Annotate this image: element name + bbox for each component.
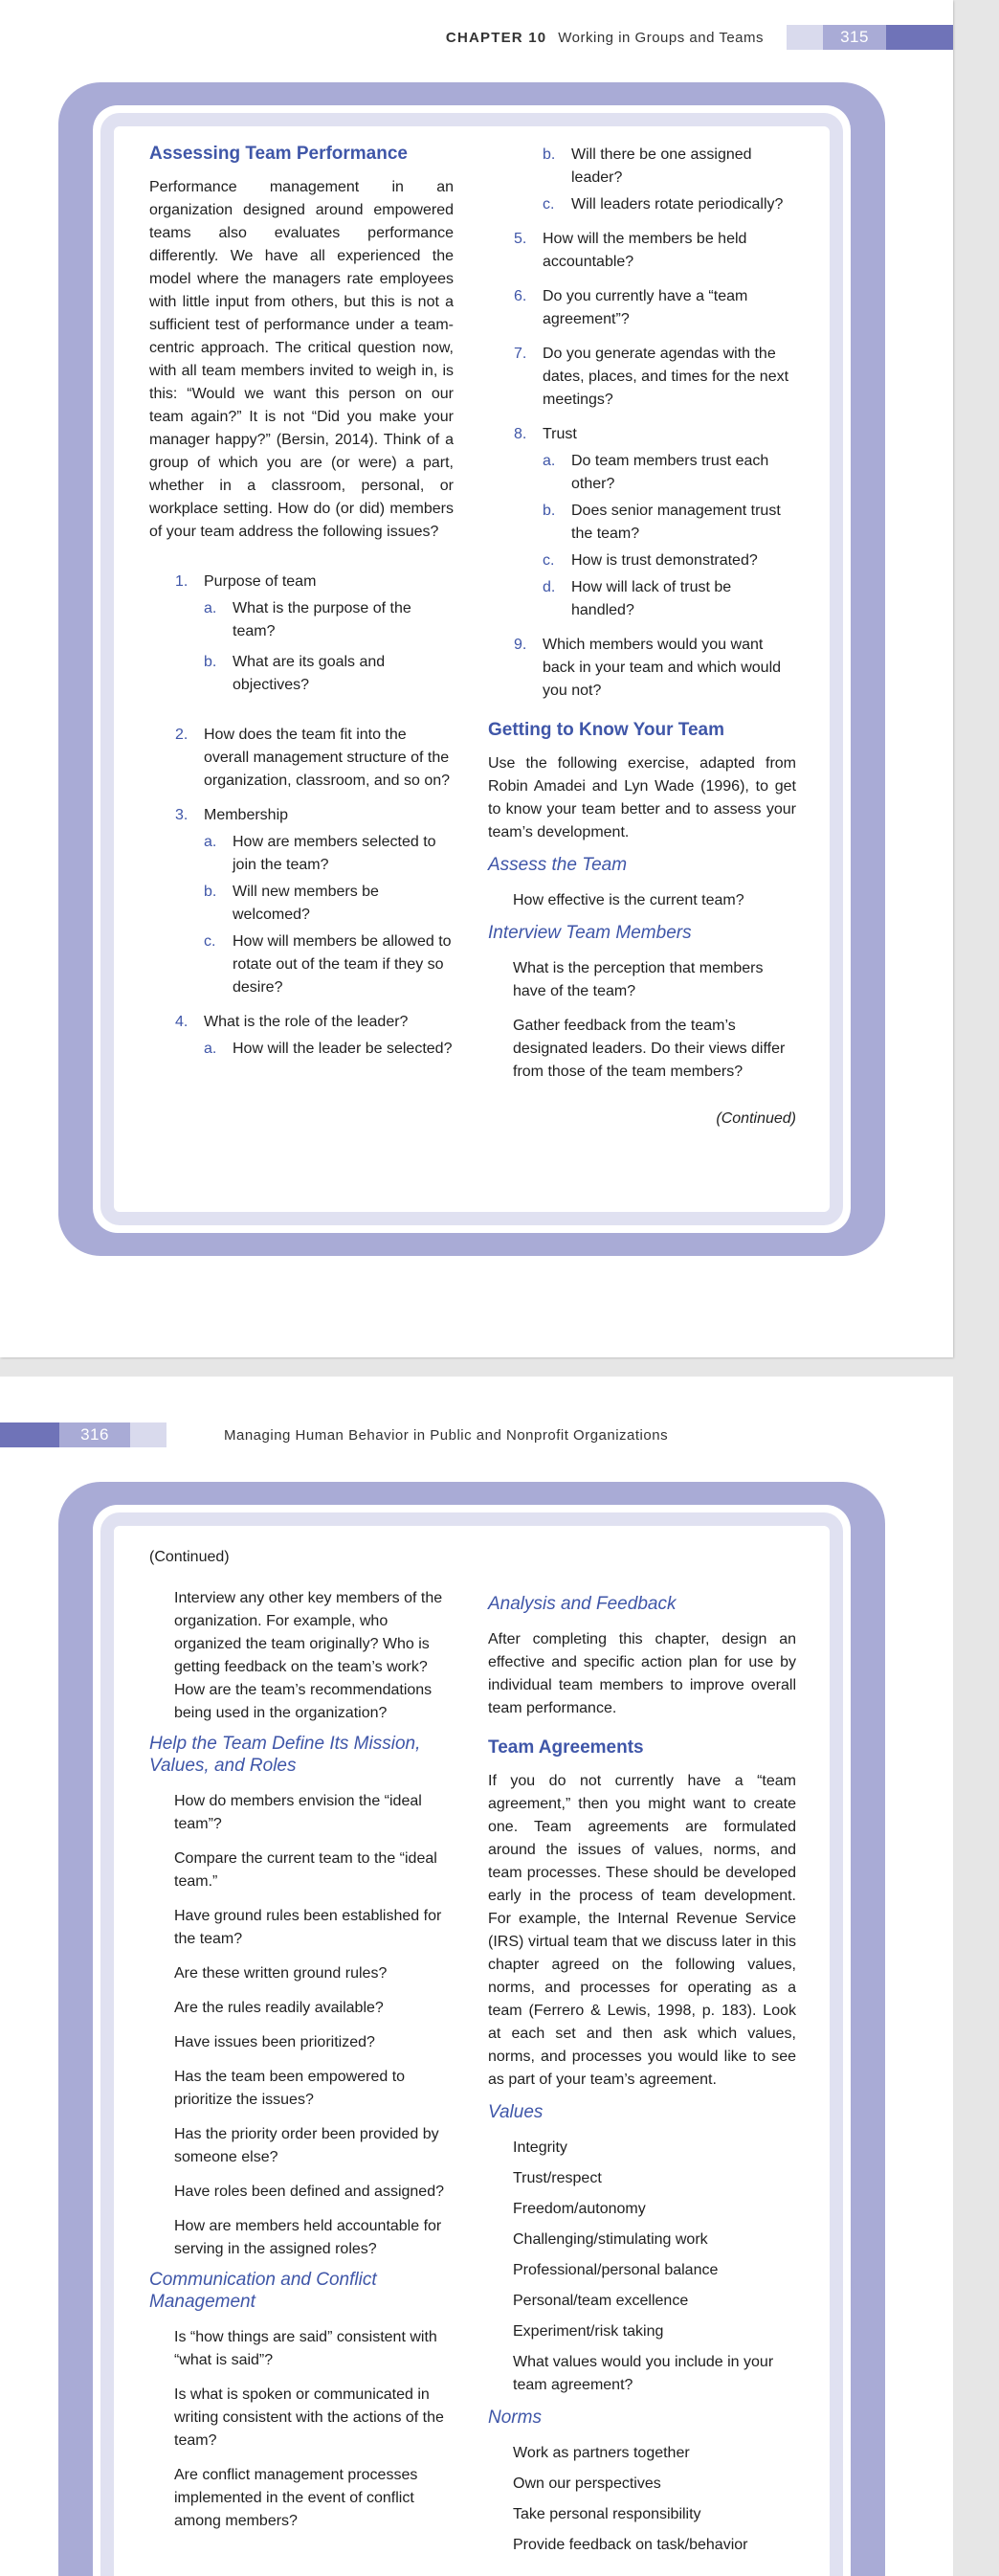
question: Have ground rules been established for the team? [174,1908,442,1947]
value-item: Personal/team excellence [513,2293,689,2309]
list-item: a. How are members selected to join the team? [204,834,436,873]
norm-item: Take personal responsibility [513,2506,701,2522]
exercise-paragraph: Use the following exercise, adapted from Robin Amadei and Lyn Wade (1996), to get to know your team better and to assess your team’s development. [488,755,796,840]
subsection-heading: Norms [488,2408,542,2428]
question: How effective is the current team? [513,892,744,908]
agreements-paragraph: If you do not currently have a “team agreement,” then you might want to create one. Team agreements are formulated around the issues of values, norms, and team processes. These should be developed early in the process of team development. For example, the Internal Revenue Service (IRS) virtual team that we discuss later in this chapter agreed on the following values, norms, and processes for operating as a team (Ferrero & Lewis, 1998, p. 183). Look at each set and then ask which values, norms, and processes you would like to see as part of your team’s agreement. [488,1773,796,2088]
norm-item: Work as partners together [513,2445,690,2461]
subsection-heading: Interview Team Members [488,923,692,943]
page-number: 315 [823,25,886,50]
list-item: b. Does senior management trust the team? [543,503,781,542]
intro-paragraph: Performance management in an organization designed around empowered teams also evaluates performance differently. We have all experienced the model where the managers rate employees with little input from others, but this is not a sufficient test of performance under a team-centric approach. The critical question now, with all team members invited to weigh in, is this: “Would we want this person on our team again?” It is not “Did you make your manager happy?” (Bersin, 2014). Think of a group of which you are (or were) a part, whether in a classroom, personal, or workplace setting. How do (or did) members of your team address the following issues? [149,179,454,540]
list-item: 8. Trust [514,426,577,442]
question: Have roles been defined and assigned? [174,2184,444,2200]
subsection-heading: Values [488,2102,544,2122]
norm-item: Provide feedback on task/behavior [513,2537,748,2553]
list-item: 1. Purpose of team [175,573,317,590]
question: Have issues been prioritized? [174,2034,375,2050]
continued-label: (Continued) [149,1549,230,1565]
subsection-heading: Communication and Conflict Management [149,2270,377,2312]
chapter-title: Working in Groups and Teams [558,29,764,46]
subsection-heading: Help the Team Define Its Mission, Values, and Roles [149,1734,421,1776]
list-item: b. Will there be one assigned leader? [543,146,752,186]
list-item: c. How is trust demonstrated? [543,552,758,569]
question: Are conflict management processes implemented in the event of conflict among members? [174,2467,418,2529]
question: Are these written ground rules? [174,1965,388,1982]
subsection-heading: Assess the Team [488,855,628,875]
section-heading: Getting to Know Your Team [488,720,724,740]
question: Are the rules readily available? [174,2000,384,2016]
column-left-316 [149,1549,454,2533]
page-number: 316 [59,1422,130,1447]
header-accent-bar [0,1422,59,1447]
norm-item: Own our perspectives [513,2475,661,2492]
list-item: c. How will members be allowed to rotate out of the team if they so desire? [204,933,452,996]
value-item: Experiment/risk taking [513,2323,664,2340]
running-head [446,25,953,50]
question: Is “how things are said” consistent with “what is said”? [174,2329,437,2368]
section-heading: Assessing Team Performance [149,144,408,164]
list-item: 6. Do you currently have a “team agreement”? [514,288,748,327]
list-item: b. Will new members be welcomed? [204,884,379,923]
list-item: d. How will lack of trust be handled? [543,579,732,618]
question: Has the team been empowered to prioritize the issues? [174,2069,406,2108]
list-item: 4. What is the role of the leader? [175,1014,409,1030]
question: Has the priority order been provided by someone else? [174,2126,439,2165]
list-item: 2. How does the team fit into the overall management structure of the organization, classroom, and so on? [175,727,451,789]
value-item: Freedom/autonomy [513,2201,646,2217]
chapter-label: CHAPTER 10 [445,29,547,46]
column-left-315 [149,144,454,1061]
value-item: Trust/respect [513,2170,602,2186]
list-item: 3. Membership [175,807,289,823]
list-item: a. Do team members trust each other? [543,453,769,492]
subsection-heading: Analysis and Feedback [488,1594,677,1614]
column-right-315 [488,144,796,1128]
header-accent-block [130,1422,166,1447]
question: What is the perception that members have of the team? [513,960,764,999]
book-title: Managing Human Behavior in Public and Nonprofit Organizations [224,1426,669,1444]
analysis-paragraph: After completing this chapter, design an effective and specific action plan for use by individual team members to improve overall team performance. [488,1631,796,1716]
question: What values would you include in your team agreement? [513,2354,774,2393]
value-item: Professional/personal balance [513,2262,719,2278]
question: How are members held accountable for serving in the assigned roles? [174,2218,442,2257]
value-item: Challenging/stimulating work [513,2231,708,2248]
header-accent-block [787,25,823,50]
running-head [0,1422,668,1447]
question: Is what is spoken or communicated in writing consistent with the actions of the team? [174,2386,444,2449]
header-accent-bar [886,25,953,50]
question: How do members envision the “ideal team”? [174,1793,422,1832]
column-right-316 [488,1593,796,2557]
list-item: b. What are its goals and objectives? [204,654,386,693]
list-item: 7. Do you generate agendas with the dates, places, and times for the next meetings? [514,346,789,408]
list-item: c. Will leaders rotate periodically? [543,196,784,213]
continued-label: (Continued) [716,1110,796,1127]
list-item: a. How will the leader be selected? [204,1041,453,1057]
list-item: 5. How will the members be held accountable? [514,231,747,270]
question: Interview any other key members of the organization. For example, who organized the team originally? Who is getting feedback on the team’s work? How are the team’s recommendations being used in the organization? [174,1590,443,1721]
question: Gather feedback from the team’s designated leaders. Do their views differ from those of the team members? [513,1018,786,1080]
section-heading: Team Agreements [488,1737,644,1758]
list-item: 9. Which members would you want back in your team and which would you not? [514,637,782,699]
value-item: Integrity [513,2139,567,2156]
question: Compare the current team to the “ideal team.” [174,1850,437,1890]
list-item: a. What is the purpose of the team? [204,600,411,639]
